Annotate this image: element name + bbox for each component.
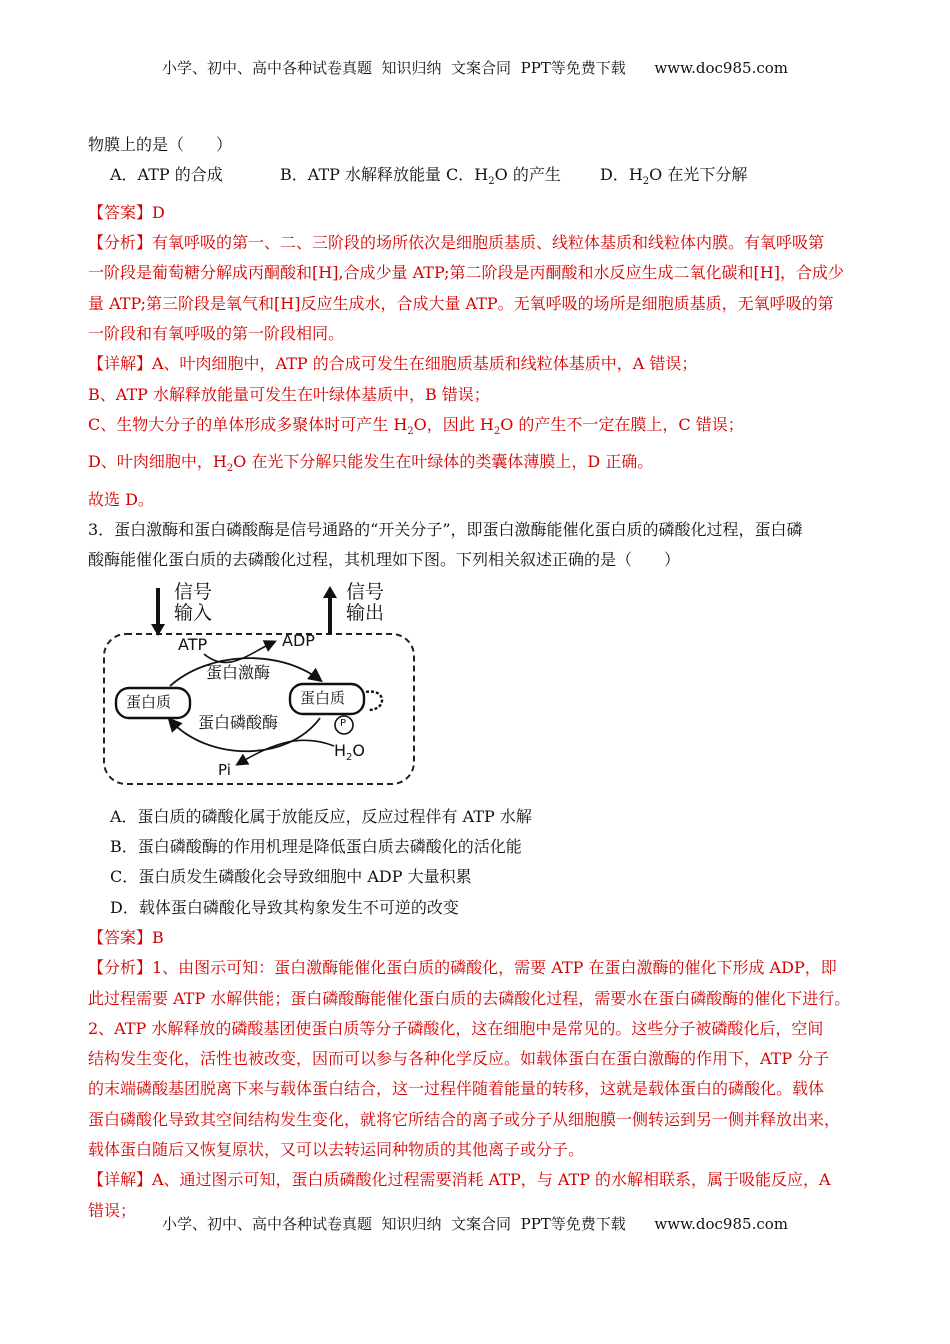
adp-label: ADP [282,630,315,650]
q2-conclusion: 故选 D。 [88,489,154,509]
atp-label: ATP [178,634,208,654]
document-body [88,130,878,1226]
q2-answer: 【答案】D [88,202,165,222]
q3-detail-1: 【详解】A、通过图示可知，蛋白质磷酸化过程需要消耗 ATP，与 ATP 的水解相联系，属于吸能反应，A [88,1170,831,1190]
q3-analysis-5: 的末端磷酸基团脱离下来与载体蛋白结合，这一过程伴随着能量的转移，这就是载体蛋白的磷酸化。载体 [88,1079,825,1099]
protein-right-label: 蛋白质 [300,688,346,707]
q3-analysis-1: 【分析】1、由图示可知：蛋白激酶能催化蛋白质的磷酸化，需要 ATP 在蛋白激酶的催化下形成 ADP，即 [88,958,837,978]
q2-options [88,160,878,197]
q2-detail-d: D、叶肉细胞中，$H_2O$ 在光下分解只能发生在叶绿体的类囊体薄膜上，D 正确。 [88,452,654,475]
signal-output-label: 信号 输出 [346,580,385,624]
q3-option-b: B．蛋白磷酸酶的作用机理是降低蛋白质去磷酸化的活化能 [110,837,522,857]
phosphorylation-hook [366,691,382,709]
q3-analysis-3: 2、ATP 水解释放的磷酸基团使蛋白质等分子磷酸化，这在细胞中是常见的。这些分子被磷酸化后，空间 [88,1018,824,1038]
q3-analysis-2: 此过程需要 ATP 水解供能；蛋白磷酸酶能催化蛋白质的去磷酸化过程，需要水在蛋白磷酸酶的催化下进行。 [88,988,851,1008]
q3-option-a: A．蛋白质的磷酸化属于放能反应，反应过程伴有 ATP 水解 [110,806,532,826]
q2-analysis-4: 一阶段和有氧呼吸的第一阶段相同。 [88,323,345,343]
phosphate-label: P [340,717,347,729]
q3-analysis-4: 结构发生变化，活性也被改变，因而可以参与各种化学反应。如载体蛋白在蛋白激酶的作用下，ATP 分子 [88,1049,830,1069]
q2-detail-c: C、生物大分子的单体形成多聚体时可产生 $H_2O$，因此 $H_2O$ 的产生不一定在膜上，C 错误； [88,414,744,438]
q3-stem-2: 酸酶能催化蛋白质的去磷酸化过程，其机理如下图。下列相关叙述正确的是（ ） [88,550,681,570]
q2-detail-b: B、ATP 水解释放能量可发生在叶绿体基质中，B 错误； [88,384,490,404]
q3-analysis-7: 载体蛋白随后又恢复原状，又可以去转运同种物质的其他离子或分子。 [88,1139,585,1159]
page-header: 小学、初中、高中各种试卷真题 知识归纳 文案合同 PPT等免费下载 www.doc985.com [161,59,788,77]
kinase-label: 蛋白激酶 [206,662,271,682]
q3-stem-1: 3．蛋白激酶和蛋白磷酸酶是信号通路的“开关分子”，即蛋白激酶能催化蛋白质的磷酸化过程，蛋白磷 [88,520,803,540]
q2-option-b-c: B．ATP 水解释放能量 C．$H_2O$ 的产生 [280,165,561,188]
kinase-phosphatase-diagram [98,582,418,792]
page-footer: 小学、初中、高中各种试卷真题 知识归纳 文案合同 PPT等免费下载 www.doc985.com [161,1215,788,1233]
phosphatase-label: 蛋白磷酸酶 [198,712,279,732]
q3-answer: 【答案】B [88,927,164,947]
q2-detail-a: 【详解】A、叶肉细胞中，ATP 的合成可发生在细胞质基质和线粒体基质中，A 错误； [88,354,698,374]
q3-detail-2: 错误； [88,1200,137,1220]
q3-option-c: C．蛋白质发生磷酸化会导致细胞中 ADP 大量积累 [110,867,472,887]
signal-input-label: 信号 输入 [174,580,213,624]
pi-label: Pi [218,760,231,779]
protein-left-label: 蛋白质 [126,692,172,711]
q3-analysis-6: 蛋白磷酸化导致其空间结构发生变化，就将它所结合的离子或分子从细胞膜一侧转运到另一侧并释放出来， [88,1109,841,1129]
q2-analysis-1: 【分析】有氧呼吸的第一、二、三阶段的场所依次是细胞质基质、线粒体基质和线粒体内膜。有氧呼吸第 [88,233,825,253]
q2-analysis-3: 量 ATP;第三阶段是氧气和[H]反应生成水，合成大量 ATP。无氧呼吸的场所是细胞质基质，无氧呼吸的第 [88,293,834,313]
q3-option-d: D．载体蛋白磷酸化导致其构象发生不可逆的改变 [110,897,459,917]
q2-option-d: D．$H_2O$ 在光下分解 [600,165,748,188]
q2-option-a: A．ATP 的合成 [110,165,223,185]
h2o-label: $H_2O$ [334,740,365,763]
q2-analysis-2: 一阶段是葡萄糖分解成丙酮酸和[H],合成少量 ATP;第二阶段是丙酮酸和水反应生成二氧化碳和[H]，合成少 [88,263,844,283]
q2-stem-tail: 物膜上的是（ ） [88,135,233,154]
